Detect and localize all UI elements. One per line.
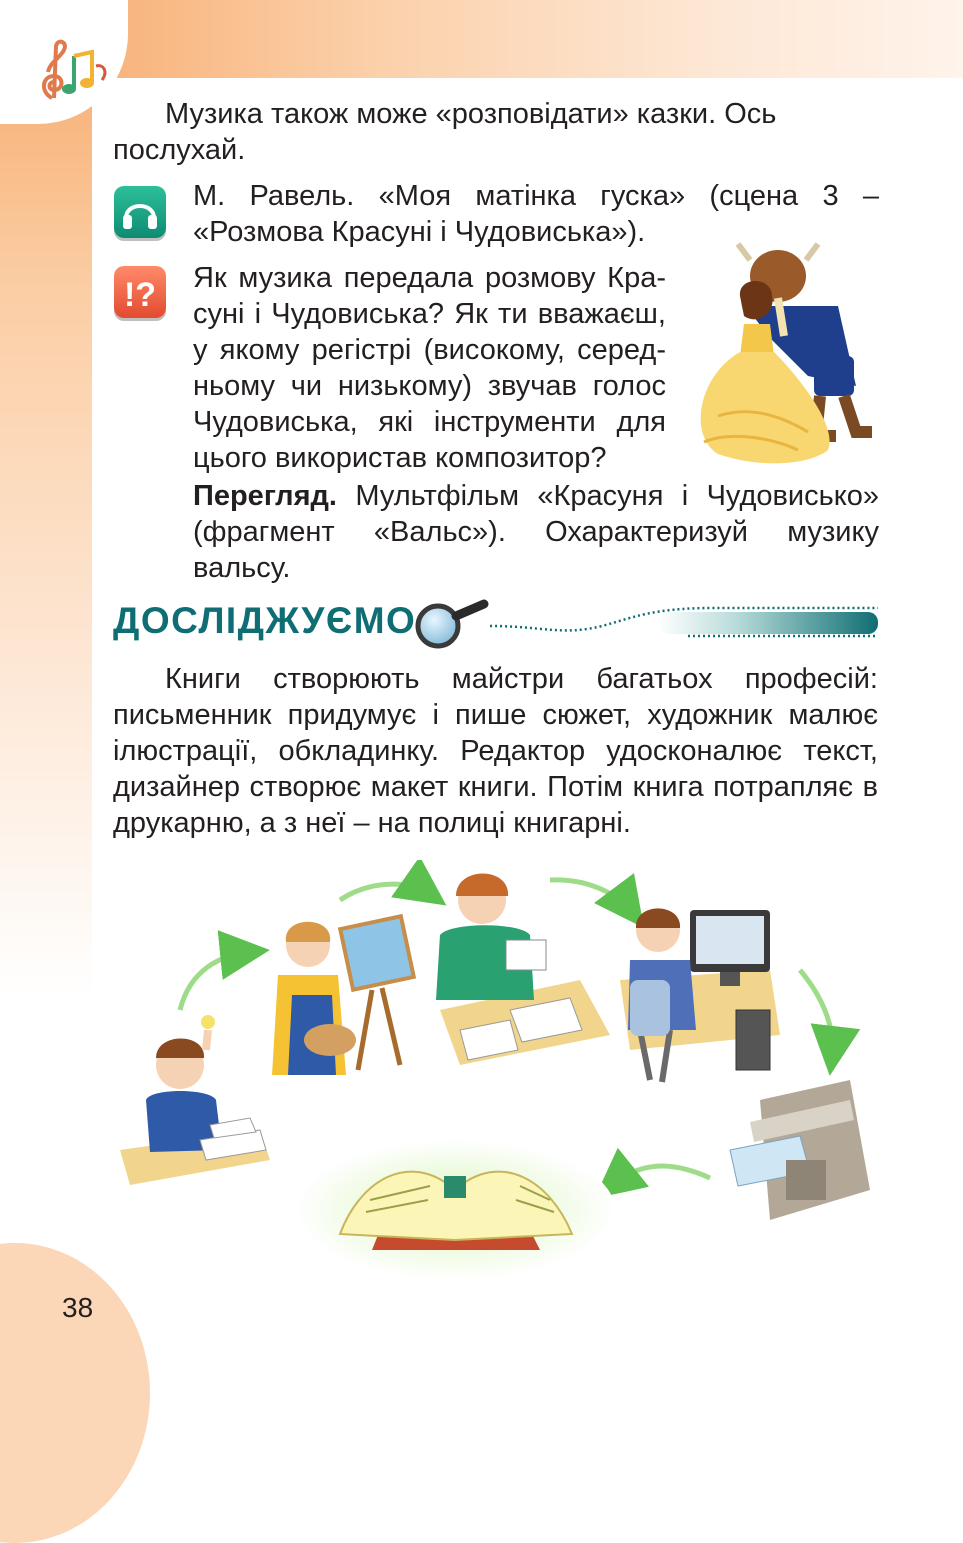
question-line: цього використав композитор? <box>193 442 607 474</box>
question-line: Як музика передала розмову Кра- <box>193 262 666 294</box>
watch-text: Мультфільм «Красуня і Чудовисько» (фрагмент «Вальс»). Охарактеризуй музику вальсу. <box>193 480 879 584</box>
beauty-and-beast-illustration <box>688 236 880 468</box>
question-exclamation-icon <box>114 266 166 318</box>
watch-label: Перегляд. <box>193 480 337 512</box>
magnifier-icon <box>412 596 884 654</box>
question-line: у якому регістрі (високому, серед- <box>193 334 666 366</box>
watch-paragraph <box>193 478 879 586</box>
designer-figure <box>620 908 780 1082</box>
section-title: ДОСЛІДЖУЄМО <box>113 600 417 641</box>
question-block <box>193 260 666 476</box>
music-logo-badge <box>0 0 128 124</box>
writer-figure <box>120 1015 270 1185</box>
svg-text:!?: !? <box>123 276 157 314</box>
music-notes-icon <box>34 36 114 106</box>
left-band <box>0 0 92 1000</box>
question-line: суні і Чудовиська? Як ти вважаєш, <box>193 298 666 330</box>
listen-text: М. Равель. «Моя матінка гуска» (сцена 3 – «Розмова Красуні і Чудовиська»). <box>193 180 879 248</box>
question-line: ньому чи низькому) звучав голос <box>193 370 666 402</box>
open-book-figure <box>295 1140 615 1280</box>
editor-figure <box>436 874 610 1066</box>
artist-figure <box>272 916 414 1075</box>
book-creation-illustration <box>110 860 890 1300</box>
question-line: Чудовиська, які інструменти для <box>193 406 666 438</box>
printing-press-figure <box>730 1080 870 1220</box>
top-band <box>0 0 963 78</box>
intro-paragraph: Музика також може «розповідати» казки. Ось послухай. <box>113 98 777 166</box>
books-paragraph: Книги створюють майстри багатьох професій: письменник придумує і пише сюжет, художник малює ілюстрації, обкладинку. Редактор удосконалює текст, дизайнер створює макет книги. Потім книга потрапляє в друкарню, а з неї – на полиці книгарні. <box>113 663 878 839</box>
headphones-icon <box>114 186 166 238</box>
page-number: 38 <box>62 1292 94 1323</box>
